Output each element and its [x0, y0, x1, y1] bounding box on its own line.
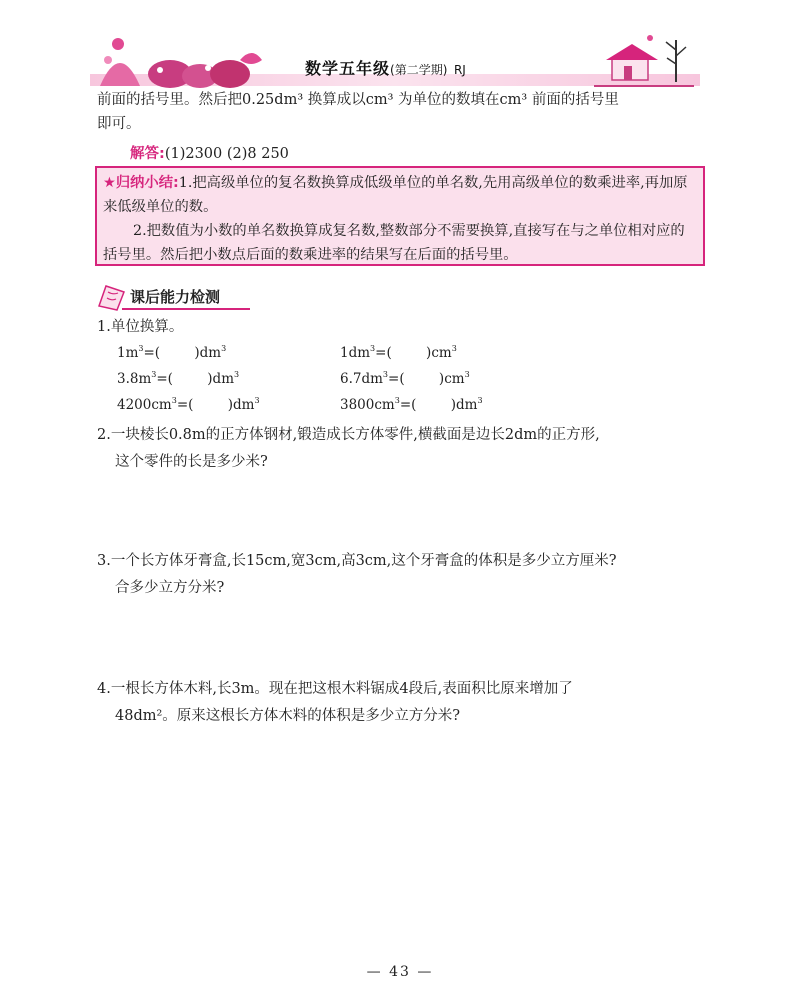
question-2-line-1: 2.一块棱长0.8m的正方体钢材,锻造成长方体零件,横截面是边长2dm的正方形,	[97, 427, 600, 443]
header-term: (第二学期)	[390, 63, 448, 77]
summary-para-1	[103, 171, 697, 219]
conversion-item: $3.8m^3=$( )$dm^3$	[117, 370, 240, 387]
section-title: 课后能力检测	[130, 288, 221, 306]
header-edition: RJ	[453, 63, 466, 77]
question-1-title: 1.单位换算。	[97, 319, 184, 335]
intro-line-1: 前面的括号里。然后把0.25dm³ 换算成以cm³ 为单位的数填在cm³ 前面的括号里	[97, 92, 619, 108]
question-4	[97, 676, 717, 730]
summary-label: ★归纳小结:	[103, 175, 179, 191]
section-heading	[96, 282, 276, 312]
summary-box	[95, 166, 705, 266]
intro-line-2: 即可。	[97, 116, 141, 132]
section-underline	[122, 308, 250, 310]
page-number: — 43 —	[366, 964, 434, 980]
header-right-decoration	[590, 30, 700, 88]
question-3-line-2: 合多少立方分米?	[115, 580, 225, 596]
conversion-item: $1m^3=$( )$dm^3$	[117, 344, 227, 361]
question-4-line-2: 48dm²。原来这根长方体木料的体积是多少立方分米?	[115, 708, 461, 724]
conversion-item: $6.7dm^3=$( )$cm^3$	[340, 370, 470, 387]
question-4-line-1: 4.一根长方体木料,长3m。现在把这根木料锯成4段后,表面积比原来增加了	[97, 681, 573, 697]
conversion-item: $3800cm^3=$( )$dm^3$	[340, 396, 483, 413]
header-title-main: 数学五年级	[305, 59, 391, 78]
intro-paragraph	[97, 88, 707, 136]
question-2	[97, 422, 717, 476]
question-3	[97, 548, 717, 602]
conversion-item: $4200cm^3=$( )$dm^3$	[117, 396, 260, 413]
header-left-decoration	[90, 30, 270, 88]
page-header	[90, 30, 700, 92]
answer-line	[130, 142, 289, 163]
conversion-item: $1dm^3=$( )$cm^3$	[340, 344, 457, 361]
summary-text-1: 1.把高级单位的复名数换算成低级单位的单名数,先用高级单位的数乘进率,再加原来低级单位的数。	[103, 175, 688, 215]
question-3-line-1: 3.一个长方体牙膏盒,长15cm,宽3cm,高3cm,这个牙膏盒的体积是多少立方厘米?	[97, 553, 617, 569]
summary-para-2: 2.把数值为小数的单名数换算成复名数,整数部分不需要换算,直接写在与之单位相对应的括号里。然后把小数点后面的数乘进率的结果写在后面的括号里。	[103, 223, 685, 263]
answer-label: 解答:	[130, 146, 165, 162]
question-2-line-2: 这个零件的长是多少米?	[115, 454, 268, 470]
answer-text: (1)2300 (2)8 250	[164, 146, 289, 162]
header-title	[305, 56, 466, 79]
